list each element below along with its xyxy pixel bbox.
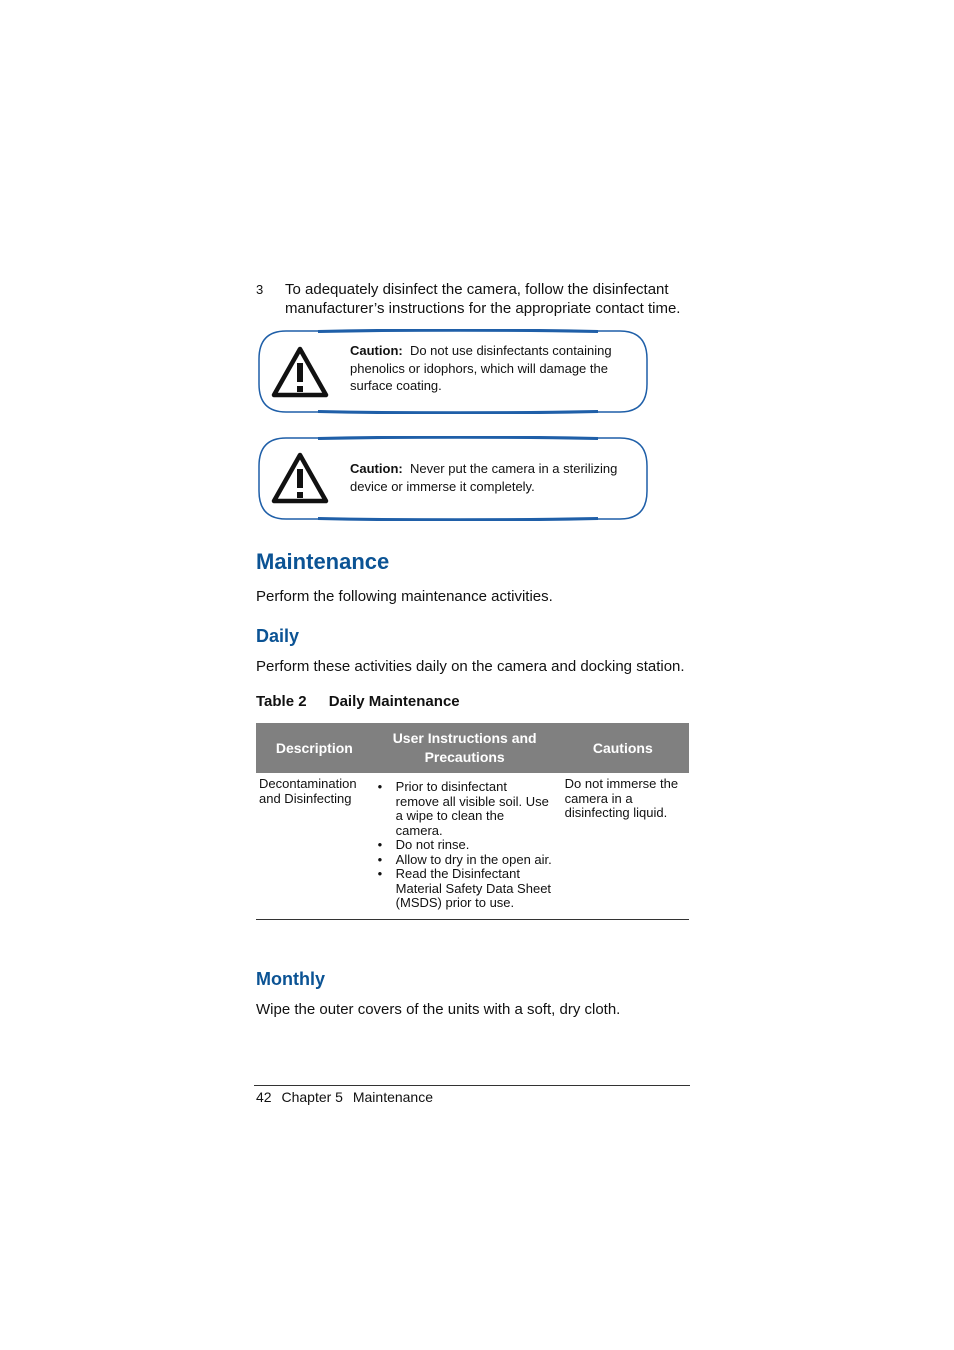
monthly-heading: Monthly <box>256 969 325 989</box>
footer-title: Maintenance <box>352 1089 434 1105</box>
daily-heading: Daily <box>256 626 300 646</box>
caution-box-2 <box>258 436 649 521</box>
step-text: To adequately disinfect the camera, follow the disinfectant manufacturer’s instructions for the appropriate contact time. <box>285 281 681 317</box>
monthly-intro: Wipe the outer covers of the units with a soft, dry cloth. <box>256 1001 621 1018</box>
section-title: Maintenance <box>256 549 390 574</box>
footer-divider <box>254 1085 690 1086</box>
caution-label: Caution: <box>350 461 403 476</box>
list-item: • Do not rinse. <box>376 838 554 853</box>
table-header-row <box>256 723 689 773</box>
daily-intro: Perform these activities daily on the camera and docking station. <box>256 658 685 675</box>
warning-triangle-icon <box>270 451 330 505</box>
list-item: • Prior to disinfectant remove all visible soil. Use a wipe to clean the camera. <box>376 780 554 838</box>
caution-text-1 <box>350 342 635 395</box>
cell-instructions <box>373 773 557 919</box>
list-item: • Allow to dry in the open air. <box>376 853 554 868</box>
page-footer <box>256 1089 439 1105</box>
caution-box-1 <box>258 329 649 414</box>
cell-cautions: Do not immerse the camera in a disinfecting liquid. <box>557 773 689 919</box>
page-number: 42 <box>256 1089 272 1105</box>
column-header-cautions: Cautions <box>557 723 689 773</box>
caution-message: Never put the camera in a sterilizing device or immerse it completely. <box>350 461 618 494</box>
table-caption <box>256 693 460 710</box>
table-caption-label: Table 2 <box>256 693 307 710</box>
column-header-instructions: User Instructions and Precautions <box>373 723 557 773</box>
column-header-description: Description <box>256 723 373 773</box>
instruction-list <box>376 780 554 911</box>
caution-text-2 <box>350 460 635 495</box>
daily-maintenance-table <box>256 723 689 920</box>
warning-triangle-icon <box>270 345 330 399</box>
section-intro: Perform the following maintenance activities. <box>256 588 553 605</box>
table-caption-title: Daily Maintenance <box>328 693 460 710</box>
step-number: 3 <box>256 282 264 297</box>
list-item: • Read the Disinfectant Material Safety Data Sheet (MSDS) prior to use. <box>376 867 554 911</box>
footer-chapter: Chapter 5 <box>281 1089 343 1105</box>
caution-label: Caution: <box>350 343 403 358</box>
table-row <box>256 773 689 919</box>
cell-description: Decontamination and Disinfecting <box>256 773 373 919</box>
caution-message: Do not use disinfectants containing phenolics or idophors, which will damage the surface coating. <box>350 343 612 393</box>
